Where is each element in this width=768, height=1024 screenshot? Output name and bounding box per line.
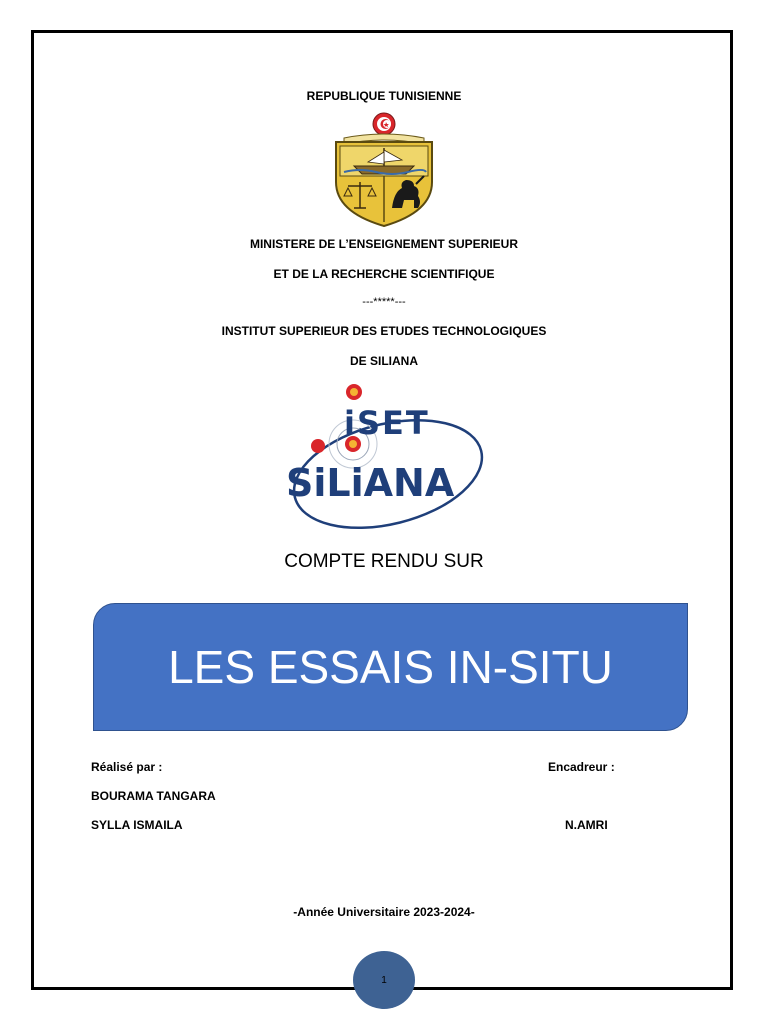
logo-line-2: SiLiANA	[286, 461, 455, 505]
logo-line-1: iSET	[344, 404, 430, 442]
separator: ---*****---	[362, 296, 406, 308]
page-number: 1	[381, 974, 387, 986]
author-name: SYLLA ISMAILA	[91, 818, 183, 832]
supervisor-name: N.AMRI	[565, 818, 608, 832]
title-banner	[93, 603, 688, 731]
institute-line-1: INSTITUT SUPERIEUR DES ETUDES TECHNOLOGIQUES	[221, 324, 547, 338]
author-name: BOURAMA TANGARA	[91, 789, 216, 803]
ministry-line-1: MINISTERE DE L’ENSEIGNEMENT SUPERIEUR	[249, 237, 519, 251]
institute-line-2: DE SILIANA	[349, 354, 418, 368]
tunisia-coat-of-arms-icon	[330, 112, 438, 228]
academic-year: -Année Universitaire 2023-2024-	[293, 905, 475, 919]
republic-heading: REPUBLIQUE TUNISIENNE	[306, 89, 462, 103]
page-number-badge	[353, 951, 415, 1009]
report-title: LES ESSAIS IN-SITU	[168, 641, 613, 693]
iset-siliana-logo	[278, 378, 490, 530]
authors-label: Réalisé par :	[91, 760, 163, 774]
report-subtitle: COMPTE RENDU SUR	[284, 551, 484, 572]
ministry-line-2: ET DE LA RECHERCHE SCIENTIFIQUE	[273, 267, 495, 281]
supervisor-label: Encadreur :	[548, 760, 615, 774]
